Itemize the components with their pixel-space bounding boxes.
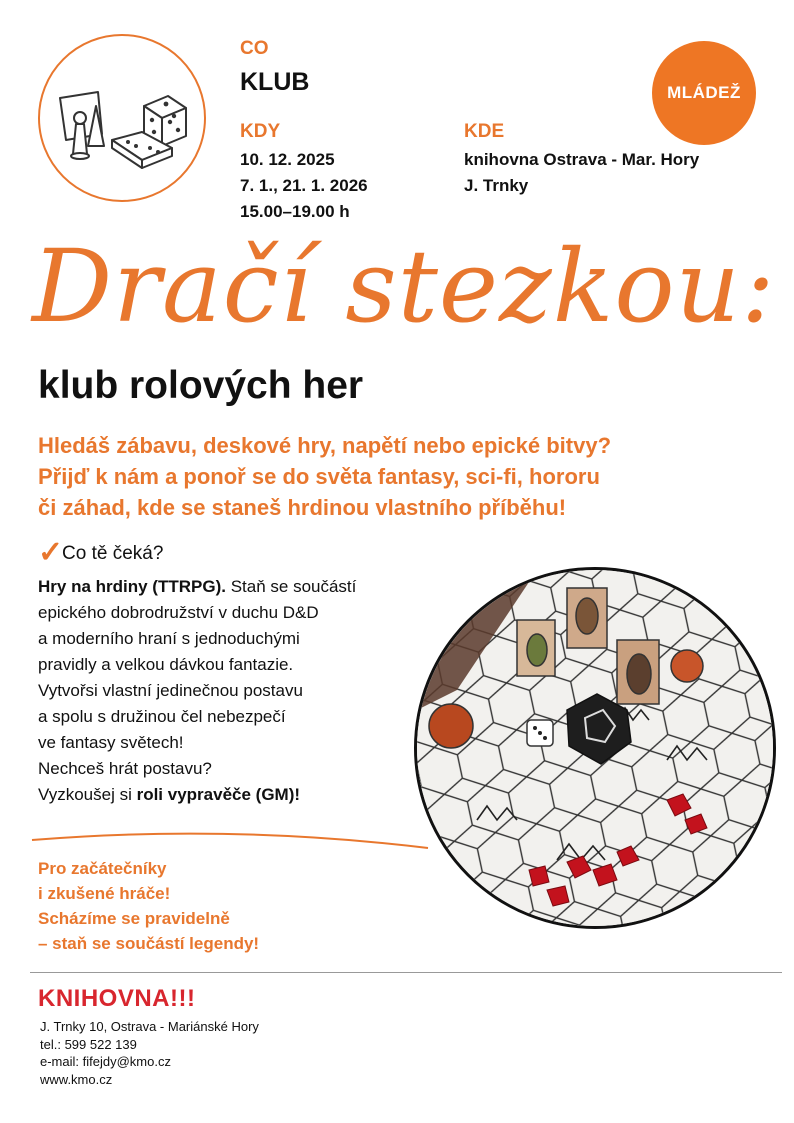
where-line-1: knihovna Ostrava - Mar. Hory [464, 150, 700, 169]
body-lead-rest: Staň se součástí [225, 577, 357, 596]
check-icon: ✓ [38, 536, 64, 569]
when-date-1: 10. 12. 2025 [240, 150, 335, 169]
contact-info [40, 1018, 259, 1088]
body-bold-lead: Hry na hrdiny (TTRPG). [38, 577, 226, 596]
body-line: pravidly a velkou dávkou fantazie. [38, 655, 294, 674]
intro-text [38, 430, 778, 523]
tagline-line: i zkušené hráče! [38, 884, 171, 903]
where-label: KDE [464, 121, 505, 142]
what-value: KLUB [240, 68, 310, 96]
body-last-line [38, 782, 438, 808]
where-line-2: J. Trnky [464, 176, 529, 195]
body-first-line [38, 574, 438, 600]
subtitle: klub rolových her [38, 364, 364, 407]
body-line: epického dobrodružství v duchu D&D [38, 603, 319, 622]
intro-line: Hledáš zábavu, deskové hry, napětí nebo epické bitvy? [38, 433, 612, 458]
hex-map-illustration [417, 570, 773, 926]
when-values [240, 147, 368, 225]
section-heading: Co tě čeká? [62, 543, 164, 564]
audience-badge: MLÁDEŽ [652, 41, 756, 145]
when-label: KDY [240, 121, 281, 142]
dice-and-pawns-icon [40, 36, 204, 200]
body-line: a moderního hraní s jednoduchými [38, 629, 300, 648]
footer-divider [30, 972, 782, 973]
body-line: ve fantasy světech! [38, 733, 184, 752]
when-time: 15.00–19.00 h [240, 202, 350, 221]
website-link[interactable]: www.kmo.cz [40, 1071, 113, 1087]
intro-line: Přijď k nám a ponoř se do světa fantasy, sci-fi, hororu [38, 464, 600, 489]
where-values [464, 147, 699, 199]
brand-logo: KNIHOVNA!!! [38, 985, 196, 1012]
when-date-2: 7. 1., 21. 1. 2026 [240, 176, 368, 195]
tagline-line: – staň se součástí legendy! [38, 934, 260, 953]
what-label: CO [240, 38, 269, 59]
game-photo [414, 567, 776, 929]
intro-line: či záhad, kde se staneš hrdinou vlastního příběhu! [38, 495, 567, 520]
tagline [38, 856, 259, 956]
dice-illustration [38, 34, 206, 202]
body-last-pre: Vyzkoušej si [38, 785, 137, 804]
body-last-bold: roli vypravěče (GM)! [136, 785, 301, 804]
email-link[interactable]: e-mail: fifejdy@kmo.cz [40, 1054, 171, 1069]
body-text [38, 574, 438, 808]
main-title: Dračí stezkou: [32, 228, 776, 345]
body-line: Vytvořsi vlastní jedinečnou postavu [38, 681, 303, 700]
phone: tel.: 599 522 139 [40, 1036, 137, 1052]
tagline-line: Pro začátečníky [38, 859, 167, 878]
body-line: a spolu s družinou čel nebezpečí [38, 707, 286, 726]
tagline-line: Scházíme se pravidelně [38, 909, 230, 928]
address: J. Trnky 10, Ostrava - Mariánské Hory [40, 1019, 259, 1034]
body-line: Nechceš hrát postavu? [38, 759, 212, 778]
